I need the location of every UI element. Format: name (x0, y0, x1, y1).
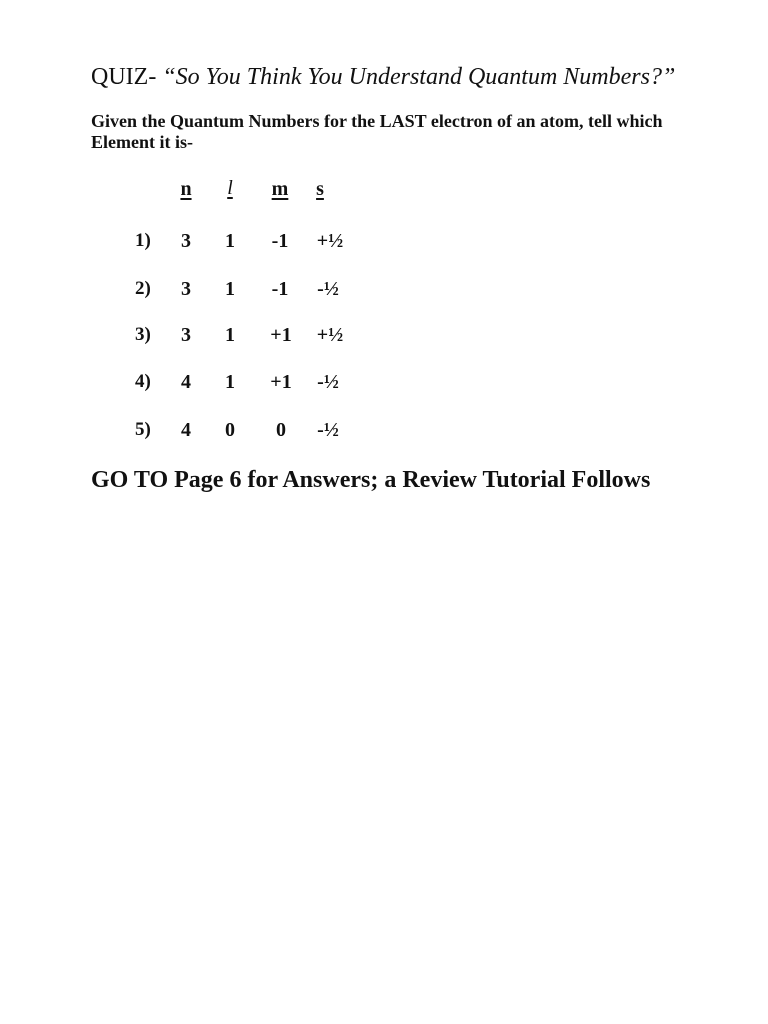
answers-note: GO TO Page 6 for Answers; a Review Tutorial Follows (91, 467, 651, 493)
quiz-title (91, 62, 675, 92)
row-l-value: 1 (225, 324, 235, 346)
row-number: 5) (135, 419, 151, 440)
row-n-value: 3 (181, 230, 191, 252)
header-n: n (180, 178, 192, 200)
row-number: 4) (135, 371, 151, 392)
row-s-value: +½ (316, 324, 344, 346)
row-s-value: -½ (317, 419, 339, 441)
row-m-value: -1 (271, 230, 289, 252)
row-n-value: 3 (181, 324, 191, 346)
row-l-value: 0 (225, 419, 235, 441)
row-number: 3) (135, 324, 151, 345)
row-number: 1) (135, 230, 151, 251)
header-s: s (316, 178, 324, 200)
quiz-title-italic: “So You Think You Understand Quantum Numbers?” (162, 64, 676, 90)
quiz-instructions: Given the Quantum Numbers for the LAST electron of an atom, tell which Element it is- (91, 111, 663, 152)
row-s-value: +½ (316, 230, 344, 252)
row-l-value: 1 (225, 230, 235, 252)
row-l-value: 1 (225, 278, 235, 300)
row-s-value: -½ (317, 278, 339, 300)
row-number: 2) (135, 278, 151, 299)
quiz-title-prefix: QUIZ- (91, 64, 163, 90)
row-n-value: 3 (181, 278, 191, 300)
header-m: m (271, 178, 289, 200)
row-n-value: 4 (181, 371, 191, 393)
header-l: l (227, 177, 233, 199)
row-m-value: 0 (276, 419, 286, 441)
row-m-value: -1 (271, 278, 289, 300)
row-l-value: 1 (225, 371, 235, 393)
row-m-value: +1 (270, 371, 292, 393)
row-m-value: +1 (270, 324, 292, 346)
row-n-value: 4 (181, 419, 191, 441)
row-s-value: -½ (317, 371, 339, 393)
